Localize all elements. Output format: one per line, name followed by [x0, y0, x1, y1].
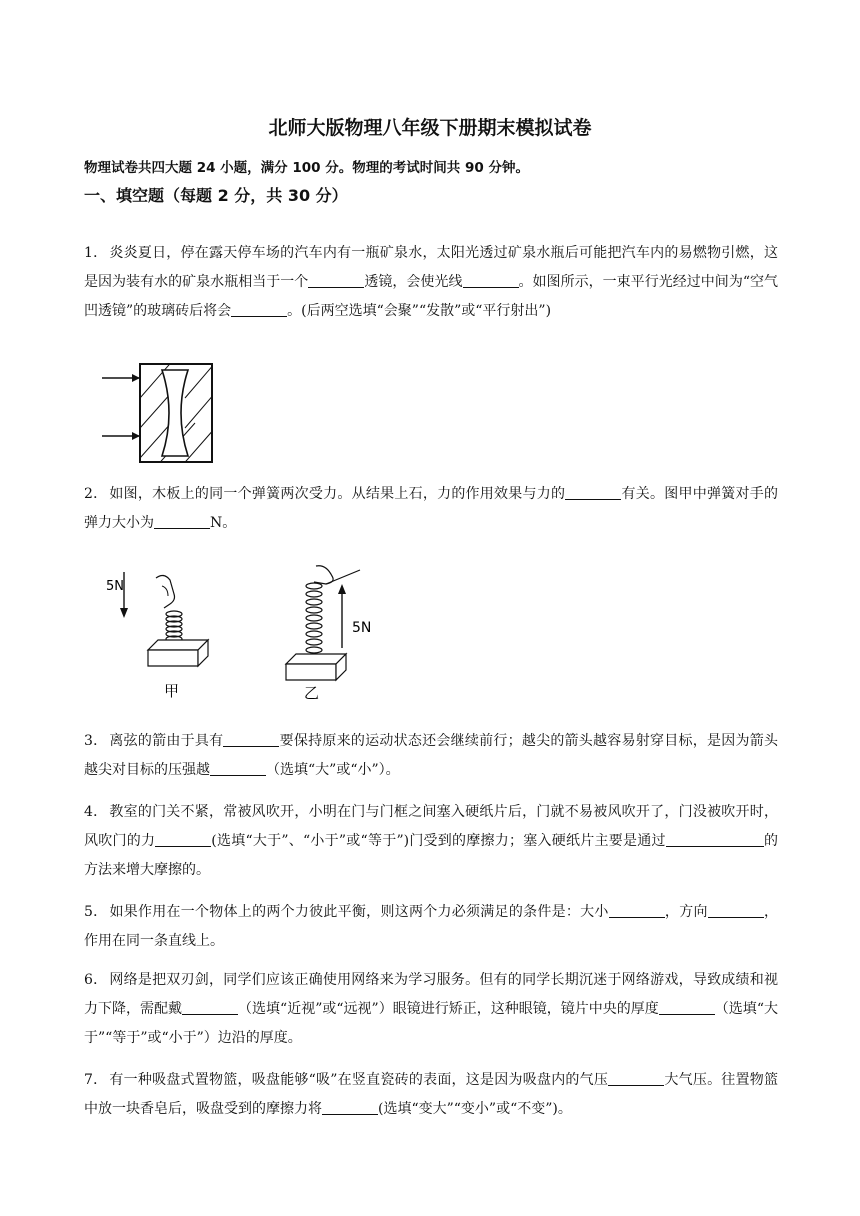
answer-blank[interactable]: [565, 483, 621, 500]
question-text: （选填“近视”或“远视”）眼镜进行矫正，这种眼镜，镜片中央的厚度: [238, 1001, 659, 1017]
question-text: 炎炎夏日，停在露天停车场的汽车内有一瓶矿泉水，太阳光透过矿泉水瓶后可能把汽车内的易燃物引燃，这是因为装有水的矿泉水瓶相当于一个: [84, 245, 778, 290]
question-text: 大气压。往置物篮中放一块香皂后，吸盘受到的摩擦力将: [84, 1072, 779, 1117]
question-2: [84, 480, 778, 538]
force-label-left: 5N: [106, 579, 124, 594]
question-4: [84, 798, 778, 885]
figure-springs: [100, 556, 390, 706]
answer-blank[interactable]: [210, 759, 266, 776]
question-text: 。(后两空选填“会聚”“发散”或“平行射出”): [287, 303, 552, 319]
question-text: ，方向: [664, 904, 708, 920]
question-number: 6．: [84, 972, 108, 988]
figure-label-jia: 甲: [164, 682, 180, 700]
question-text: 有一种吸盘式置物篮，吸盘能够“吸”在竖直瓷砖的表面，这是因为吸盘内的气压: [109, 1072, 609, 1088]
answer-blank[interactable]: [223, 730, 279, 747]
answer-blank[interactable]: [155, 830, 211, 847]
question-number: 7．: [84, 1072, 108, 1088]
figure-glass-brick-concave-lens: [100, 358, 220, 468]
answer-blank[interactable]: [609, 901, 665, 918]
answer-blank[interactable]: [154, 512, 210, 529]
question-text: 有关。图甲中弹簧对手的弹力大小为: [84, 486, 779, 531]
answer-blank[interactable]: [463, 271, 519, 288]
answer-blank[interactable]: [659, 998, 715, 1015]
question-text: 如图，木板上的同一个弹簧两次受力。从结果上石，力的作用效果与力的: [109, 486, 566, 502]
exam-note: 物理试卷共四大题 24 小题，满分 100 分。物理的考试时间共 90 分钟。: [84, 160, 529, 176]
question-1: [84, 239, 778, 326]
question-5: [84, 898, 778, 956]
answer-blank[interactable]: [182, 998, 238, 1015]
answer-blank[interactable]: [231, 300, 287, 317]
question-number: 5．: [84, 904, 108, 920]
question-number: 3．: [84, 733, 108, 749]
answer-blank[interactable]: [666, 830, 764, 847]
question-text: 如果作用在一个物体上的两个力彼此平衡，则这两个力必须满足的条件是：大小: [109, 904, 609, 920]
question-6: [84, 966, 778, 1053]
question-text: (选填“大于”、“小于”或“等于”)门受到的摩擦力；塞入硬纸片主要是通过: [211, 833, 666, 849]
question-text: 教室的门关不紧，常被风吹开，小明在门与门框之间塞入硬纸片后，门就不易被风吹开了，门没被吹开时，风吹门的力: [84, 804, 778, 849]
question-number: 1．: [84, 245, 108, 261]
figure-label-yi: 乙: [304, 684, 320, 702]
question-text: 。如图所示，一束平行光经过中间为“空气凹透镜”的玻璃砖后将会: [84, 274, 779, 319]
answer-blank[interactable]: [608, 1069, 664, 1086]
answer-blank[interactable]: [308, 271, 364, 288]
section-heading: 一、填空题（每题 2 分，共 30 分）: [84, 186, 348, 205]
question-text: 网络是把双刃剑，同学们应该正确使用网络来为学习服务。但有的同学长期沉迷于网络游戏，导致成绩和视力下降，需配戴: [84, 972, 778, 1017]
question-text: 透镜，会使光线: [364, 274, 463, 290]
question-text: 离弦的箭由于具有: [109, 733, 224, 749]
question-number: 4．: [84, 804, 108, 820]
question-text: (选填“变大”“变小”或“不变”)。: [378, 1101, 572, 1117]
question-text: 要保持原来的运动状态还会继续前行；越尖的箭头越容易射穿目标，是因为箭头越尖对目标的压强越: [84, 733, 779, 778]
question-text: ，作用在同一条直线上。: [84, 904, 778, 949]
question-7: [84, 1066, 778, 1124]
question-text: （选填“大于”“等于”或“小于”）边沿的厚度。: [84, 1001, 778, 1046]
answer-blank[interactable]: [322, 1098, 378, 1115]
question-number: 2．: [84, 486, 108, 502]
question-text: N。: [210, 515, 237, 531]
answer-blank[interactable]: [708, 901, 764, 918]
force-label-right: 5N: [352, 620, 372, 636]
page-title: 北师大版物理八年级下册期末模拟试卷: [268, 117, 592, 139]
question-3: [84, 727, 778, 785]
question-text: 的方法来增大摩擦的。: [84, 833, 779, 878]
question-text: （选填“大”或“小”）。: [266, 762, 400, 778]
